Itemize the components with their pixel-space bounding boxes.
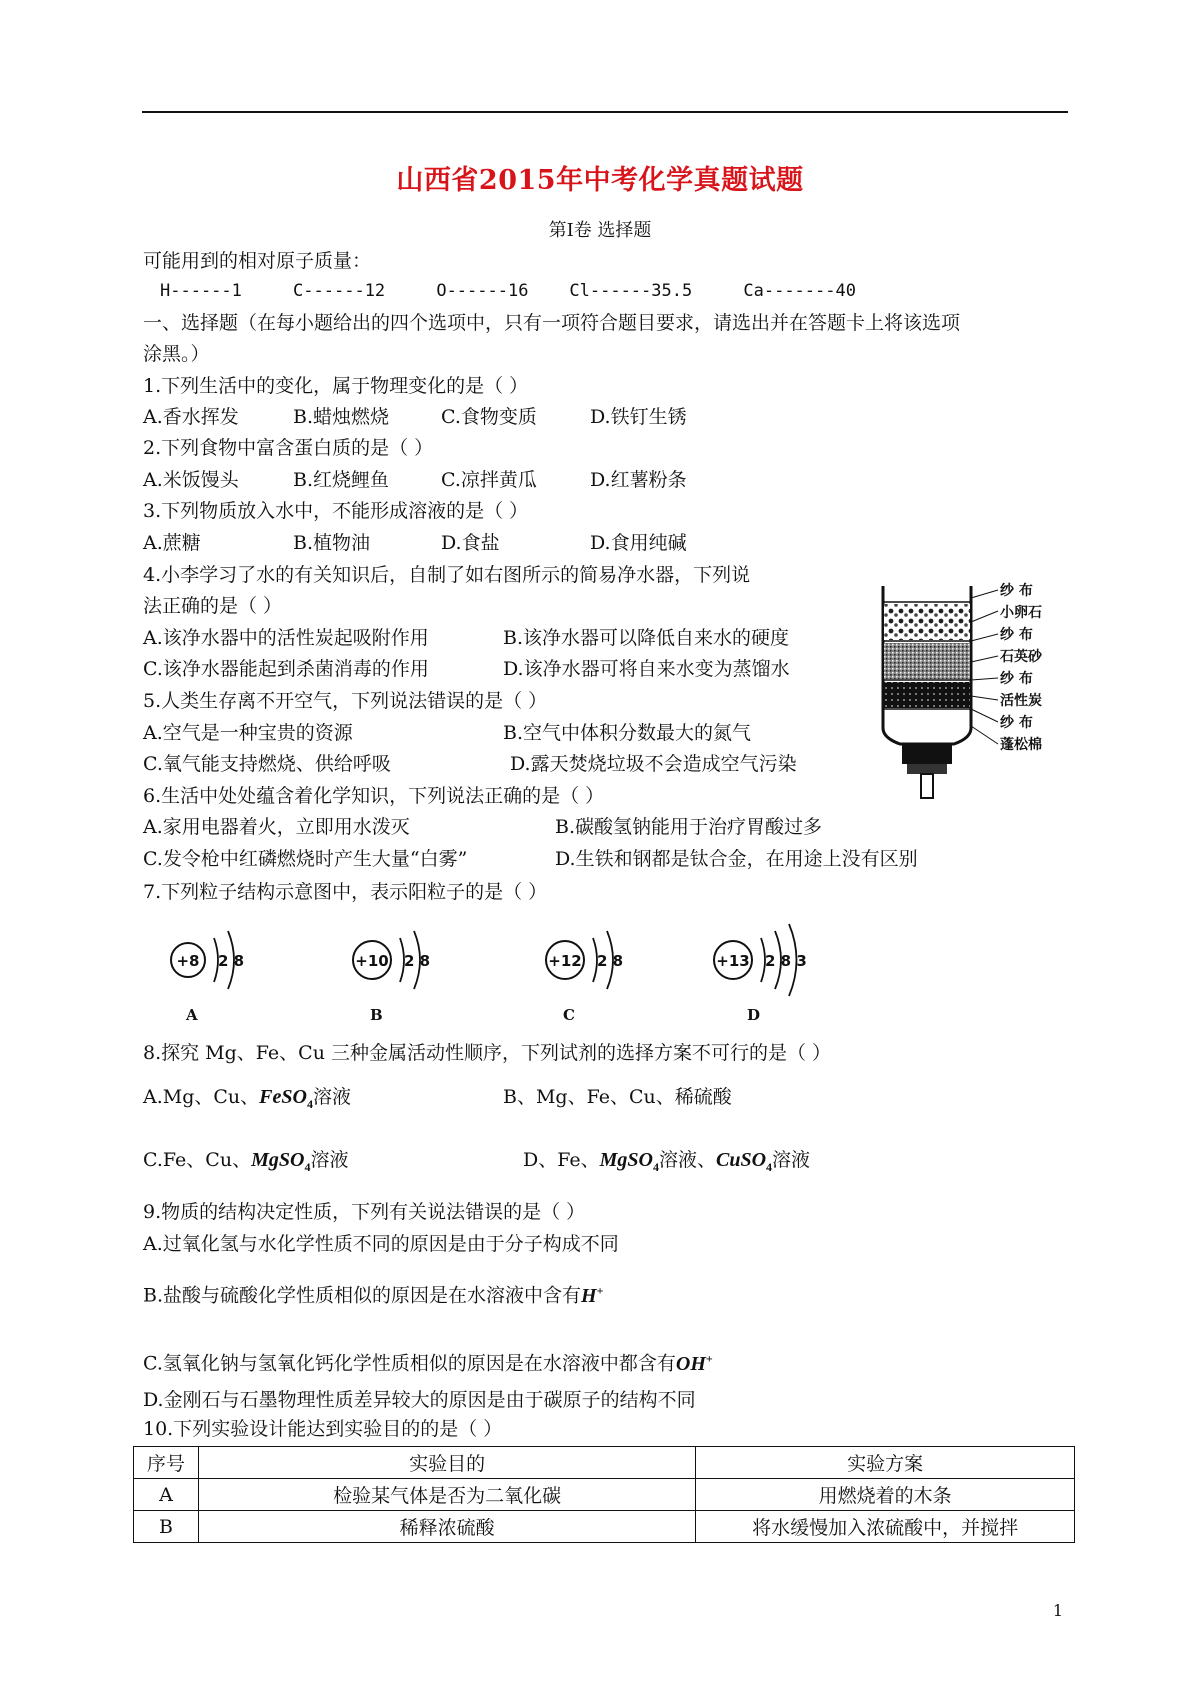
row-b-purpose: 稀释浓硫酸: [198, 1511, 695, 1543]
q4-option-a: A.该净水器中的活性炭起吸附作用: [143, 627, 429, 649]
q2-option-c: C.凉拌黄瓜: [441, 469, 537, 491]
question-10-stem: 10.下列实验设计能达到实验目的的是（ ）: [143, 1418, 503, 1440]
nucleus-c: +12: [548, 952, 582, 970]
q5-option-b: B.空气中体积分数最大的氮气: [503, 722, 752, 744]
table-row: [134, 1479, 1075, 1511]
filter-label-gauze-1: 纱 布: [1000, 583, 1033, 599]
col-header-number: 序号: [134, 1447, 199, 1479]
row-a-method: 用燃烧着的木条: [696, 1479, 1075, 1511]
nucleus-a: +8: [176, 952, 200, 970]
particle-diagram-d: [714, 924, 807, 1024]
filter-label-quartz-sand: 石英砂: [1000, 649, 1042, 665]
q4-option-d: D.该净水器可将自来水变为蒸馏水: [503, 658, 790, 680]
row-b-number: B: [134, 1511, 199, 1543]
particle-diagram-c: [546, 931, 623, 1024]
page-title: 山西省2015年中考化学真题试题: [396, 165, 804, 196]
question-1-stem: 1.下列生活中的变化，属于物理变化的是（ ）: [143, 375, 529, 397]
shells-d: 2 8 3: [765, 952, 807, 970]
filter-label-cotton: 蓬松棉: [1000, 737, 1042, 753]
question-8-stem: 8.探究 Mg、Fe、Cu 三种金属活动性顺序，下列试剂的选择方案不可行的是（ ）: [143, 1042, 832, 1064]
q6-option-c: C.发令枪中红磷燃烧时产生大量“白雾”: [143, 848, 468, 870]
q1-option-d: D.铁钉生锈: [590, 406, 687, 428]
col-header-purpose: 实验目的: [198, 1447, 695, 1479]
q3-option-a: A.蔗糖: [143, 532, 201, 554]
atomic-mass-values: H------1 C------12 O------16 Cl------35.5 Ca-------40: [160, 281, 856, 301]
q5-option-d: D.露天焚烧垃圾不会造成空气污染: [510, 753, 797, 775]
q6-option-b: B.碳酸氢钠能用于治疗胃酸过多: [555, 816, 823, 838]
q9-option-a: A.过氧化氢与水化学性质不同的原因是由于分子构成不同: [143, 1233, 619, 1255]
question-7-stem: 7.下列粒子结构示意图中，表示阳粒子的是（ ）: [143, 881, 548, 903]
q4-option-b: B.该净水器可以降低自来水的硬度: [503, 627, 790, 649]
label-c: C: [563, 1006, 575, 1024]
question-5-stem: 5.人类生存离不开空气，下列说法错误的是（ ）: [143, 690, 548, 712]
q9-option-b: B.盐酸与硫酸化学性质相似的原因是在水溶液中含有H+: [143, 1283, 604, 1307]
page-number: 1: [1052, 1601, 1063, 1620]
q4-option-c: C.该净水器能起到杀菌消毒的作用: [143, 658, 429, 680]
section-subtitle: 第I卷 选择题: [548, 220, 652, 241]
q9-option-d: D.金刚石与石墨物理性质差异较大的原因是由于碳原子的结构不同: [143, 1389, 696, 1411]
col-header-method: 实验方案: [696, 1447, 1075, 1479]
q9-option-c: C.氢氧化钠与氢氧化钙化学性质相似的原因是在水溶液中都含有OH+: [143, 1351, 713, 1375]
q5-option-c: C.氧气能支持燃烧、供给呼吸: [143, 753, 391, 775]
q1-option-a: A.香水挥发: [143, 406, 239, 428]
question-6-stem: 6.生活中处处蕴含着化学知识，下列说法正确的是（ ）: [143, 785, 605, 807]
q3-option-d: D.食用纯碱: [590, 532, 687, 554]
shells-c: 2 8: [597, 952, 624, 970]
label-a: A: [186, 1006, 198, 1024]
question-9-stem: 9.物质的结构决定性质，下列有关说法错误的是（ ）: [143, 1201, 586, 1223]
filter-label-pebbles: 小卵石: [1000, 605, 1042, 621]
question-2-stem: 2.下列食物中富含蛋白质的是（ ）: [143, 437, 434, 459]
shells-a: 2 8: [218, 952, 245, 970]
nucleus-d: +13: [716, 952, 750, 970]
particle-diagram-b: [353, 931, 430, 1024]
nucleus-b: +10: [355, 952, 389, 970]
q8-option-d: D、Fe、MgSO$_4$溶液、CuSO$_4$溶液: [523, 1149, 811, 1174]
q2-option-a: A.米饭馒头: [143, 469, 239, 491]
filter-label-gauze-4: 纱 布: [1000, 715, 1033, 731]
header-rule: [142, 111, 1068, 113]
question-3-stem: 3.下列物质放入水中，不能形成溶液的是（ ）: [143, 500, 529, 522]
filter-label-gauze-2: 纱 布: [1000, 627, 1033, 643]
row-b-method: 将水缓慢加入浓硫酸中，并搅拌: [696, 1511, 1075, 1543]
water-filter-figure: [878, 578, 1068, 804]
shells-b: 2 8: [404, 952, 431, 970]
q10-table: [133, 1446, 1075, 1543]
q3-option-b: B.植物油: [293, 532, 371, 554]
label-d: D: [747, 1006, 761, 1024]
filter-label-activated-carbon: 活性炭: [1000, 693, 1042, 709]
particle-diagram-a: [171, 931, 244, 1024]
q1-option-b: B.蜡烛燃烧: [293, 406, 390, 428]
label-b: B: [370, 1006, 383, 1024]
section-instructions-cont: 涂黑。）: [143, 343, 210, 365]
atomic-mass-intro: 可能用到的相对原子质量：: [143, 250, 372, 272]
q2-option-b: B.红烧鲤鱼: [293, 469, 390, 491]
q1-option-c: C.食物变质: [441, 406, 537, 428]
q2-option-d: D.红薯粉条: [590, 469, 687, 491]
row-a-number: A: [134, 1479, 199, 1511]
q3-option-c: D.食盐: [441, 532, 500, 554]
particle-diagrams-drawing: [150, 915, 830, 1025]
row-a-purpose: 检验某气体是否为二氧化碳: [198, 1479, 695, 1511]
table-row: [134, 1511, 1075, 1543]
q6-option-d: D.生铁和钢都是钛合金，在用途上没有区别: [555, 848, 918, 870]
q8-option-b: B、Mg、Fe、Cu、稀硫酸: [503, 1086, 732, 1108]
question-4-stem-cont: 法正确的是（ ）: [143, 595, 283, 617]
q8-option-c: C.Fe、Cu、MgSO$_4$溶液: [143, 1149, 349, 1174]
filter-label-gauze-3: 纱 布: [1000, 671, 1033, 687]
table-header-row: [134, 1447, 1075, 1479]
q5-option-a: A.空气是一种宝贵的资源: [143, 722, 353, 744]
q8-option-a: A.Mg、Cu、FeSO$_4$溶液: [143, 1086, 351, 1111]
section-instructions: 一、选择题（在每小题给出的四个选项中，只有一项符合题目要求，请选出并在答题卡上将该选项: [143, 312, 961, 334]
q6-option-a: A.家用电器着火，立即用水泼灭: [143, 816, 410, 838]
question-4-stem: 4.小李学习了水的有关知识后，自制了如右图所示的简易净水器，下列说: [143, 564, 751, 586]
particle-structure-diagrams: [150, 915, 830, 1025]
